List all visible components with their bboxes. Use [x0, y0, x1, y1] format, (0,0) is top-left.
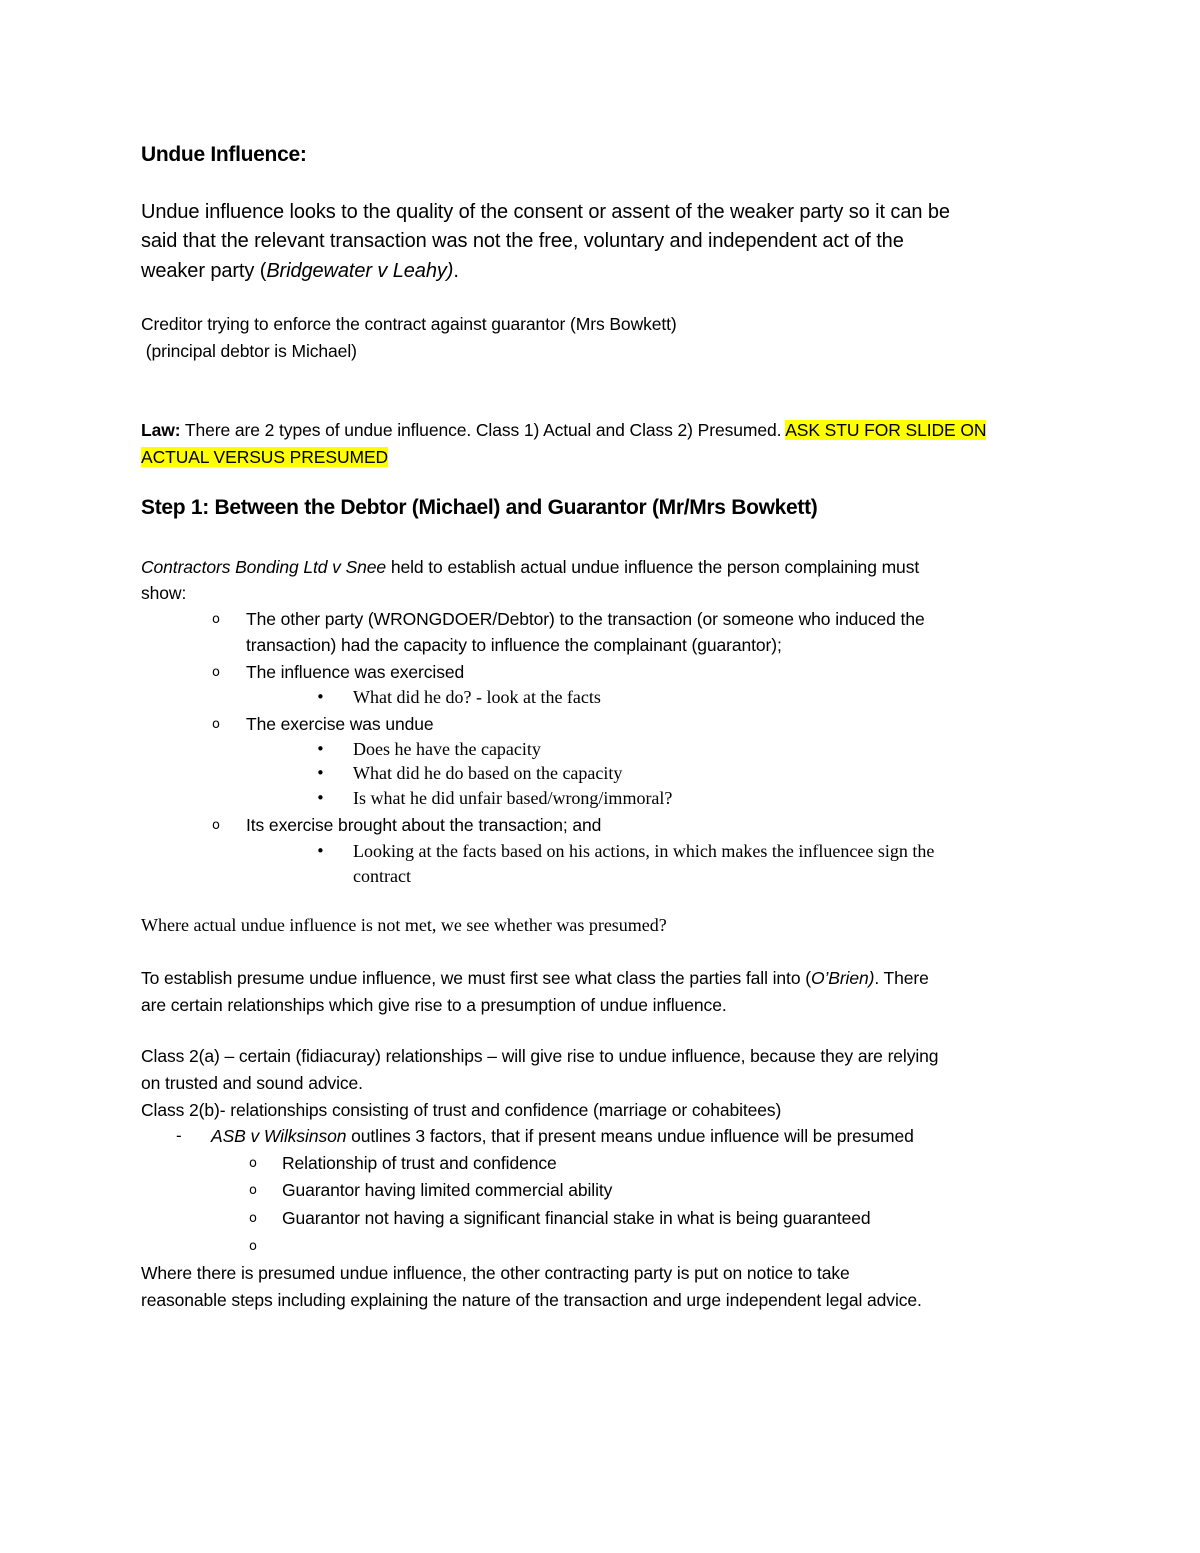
presume-line-1: To establish presume undue influence, we must first see what class the parties fall into (O’Brien). There — [141, 968, 929, 988]
contractors-line-1: Contractors Bonding Ltd v Snee held to establish actual undue influence the person complaining must — [141, 557, 920, 577]
intro-line-3: weaker party (Bridgewater v Leahy). — [141, 260, 459, 282]
conclusion-line-1: Where there is presumed undue influence, the other contracting party is put on notice to take — [141, 1263, 850, 1283]
dot-bullet-icon: • — [316, 740, 325, 758]
sub-bullet: Is what he did unfair based/wrong/immoral? — [353, 788, 673, 808]
highlighted-note: ASK STU FOR SLIDE ON — [785, 420, 987, 440]
law-line-2 — [141, 447, 388, 468]
circle-bullet-icon: o — [249, 1211, 257, 1226]
intro-line-1: Undue influence looks to the quality of the consent or assent of the weaker party so it can be — [141, 201, 950, 223]
sub-bullet: What did he do? - look at the facts — [353, 687, 601, 707]
class-2a-line-2: on trusted and sound advice. — [141, 1073, 363, 1093]
factor-item: Guarantor having limited commercial ability — [282, 1180, 613, 1200]
class-2a-line-1: Class 2(a) – certain (fidiacuray) relationships – will give rise to undue influence, because they are relying — [141, 1046, 939, 1066]
where-actual-line: Where actual undue influence is not met, we see whether was presumed? — [141, 915, 667, 935]
circle-bullet-icon: o — [249, 1239, 257, 1254]
element-4-line: Its exercise brought about the transaction; and — [246, 815, 602, 835]
circle-bullet-icon: o — [212, 665, 220, 680]
element-1-line-1: The other party (WRONGDOER/Debtor) to the transaction (or someone who induced the — [246, 609, 925, 629]
circle-bullet-icon: o — [212, 717, 220, 732]
dot-bullet-icon: • — [316, 789, 325, 807]
asb-line: ASB v Wilksinson outlines 3 factors, that if present means undue influence will be presumed — [211, 1126, 914, 1146]
sub-bullet-line-2: contract — [353, 866, 411, 886]
sub-bullet: Does he have the capacity — [353, 739, 541, 759]
class-2b-line: Class 2(b)- relationships consisting of trust and confidence (marriage or cohabitees) — [141, 1100, 782, 1120]
circle-bullet-icon: o — [212, 818, 220, 833]
intro-line-2: said that the relevant transaction was not the free, voluntary and independent act of the — [141, 230, 904, 252]
element-2-line: The influence was exercised — [246, 662, 465, 682]
dot-bullet-icon: • — [316, 688, 325, 706]
circle-bullet-icon: o — [249, 1183, 257, 1198]
factor-item: Relationship of trust and confidence — [282, 1153, 557, 1173]
step1-heading: Step 1: Between the Debtor (Michael) and Guarantor (Mr/Mrs Bowkett) — [141, 496, 818, 519]
law-line-1: Law: There are 2 types of undue influence. Class 1) Actual and Class 2) Presumed. ASK STU FOR SLIDE ON — [141, 420, 987, 440]
creditor-line: Creditor trying to enforce the contract against guarantor (Mrs Bowkett) — [141, 314, 677, 334]
element-1-line-2: transaction) had the capacity to influence the complainant (guarantor); — [246, 635, 782, 655]
debtor-line: (principal debtor is Michael) — [141, 341, 357, 361]
dot-bullet-icon: • — [316, 764, 325, 782]
circle-bullet-icon: o — [249, 1156, 257, 1171]
page-title: Undue Influence: — [141, 143, 307, 166]
case-citation: O’Brien) — [810, 968, 875, 988]
highlighted-note-cont: ACTUAL VERSUS PRESUMED — [141, 447, 389, 467]
case-citation: Bridgewater v Leahy) — [266, 260, 454, 282]
case-citation: Contractors Bonding Ltd v Snee — [141, 557, 387, 577]
sub-bullet-line-1: Looking at the facts based on his actions, in which makes the influencee sign the — [353, 841, 935, 861]
dot-bullet-icon: • — [316, 842, 325, 860]
law-label: Law: — [141, 420, 181, 440]
element-3-line: The exercise was undue — [246, 714, 434, 734]
factor-item: Guarantor not having a significant financial stake in what is being guaranteed — [282, 1208, 871, 1228]
circle-bullet-icon: o — [212, 612, 220, 627]
dash-bullet-icon: - — [176, 1126, 182, 1145]
case-citation: ASB v Wilksinson — [211, 1126, 347, 1146]
contractors-line-2: show: — [141, 583, 187, 603]
presume-line-2: are certain relationships which give rise to a presumption of undue influence. — [141, 995, 727, 1015]
conclusion-line-2: reasonable steps including explaining the nature of the transaction and urge independent legal advice. — [141, 1290, 922, 1310]
sub-bullet: What did he do based on the capacity — [353, 763, 623, 783]
